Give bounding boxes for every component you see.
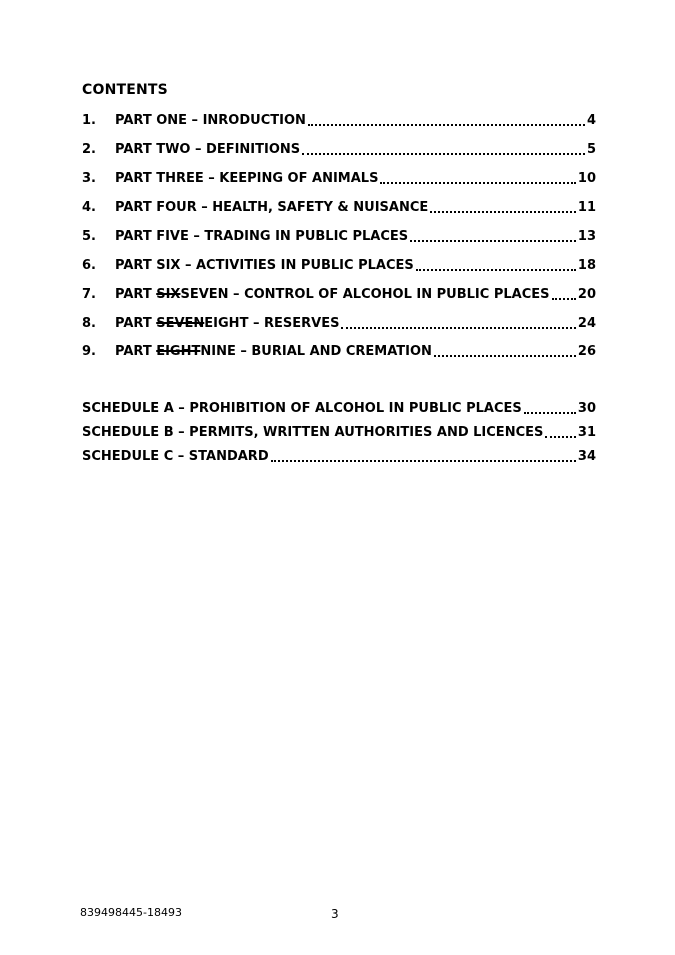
toc-number: 6. <box>82 258 96 273</box>
document-code: 839498445-18493 <box>80 906 182 919</box>
page-number: 3 <box>331 907 339 921</box>
toc-title: SCHEDULE B – PERMITS, WRITTEN AUTHORITIES AND LICENCES <box>82 425 544 440</box>
toc-page-number: 13 <box>577 229 596 244</box>
toc-page-number: 10 <box>577 171 596 186</box>
toc-title: PART EIGHTNINE – BURIAL AND CREMATION <box>115 344 432 359</box>
toc-entry-part-eight[interactable] <box>82 315 596 333</box>
dot-leader <box>434 355 576 357</box>
toc-page-number: 26 <box>577 344 596 359</box>
dot-leader <box>430 211 576 213</box>
struck-text: SIX <box>156 287 181 302</box>
toc-number: 1. <box>82 113 96 128</box>
toc-title: PART THREE – KEEPING OF ANIMALS <box>115 171 379 186</box>
toc-entry-part-one[interactable] <box>82 112 596 130</box>
toc-entry-part-nine[interactable] <box>82 343 596 361</box>
toc-entry-part-four[interactable] <box>82 199 596 217</box>
toc-entry-schedule-a[interactable] <box>82 400 596 418</box>
toc-page-number: 11 <box>577 200 596 215</box>
toc-number: 3. <box>82 171 96 186</box>
toc-entry-schedule-b[interactable] <box>82 424 596 442</box>
toc-page-number: 31 <box>577 425 596 440</box>
toc-entry-part-five[interactable] <box>82 228 596 246</box>
toc-title: PART TWO – DEFINITIONS <box>115 142 301 157</box>
toc-number: 5. <box>82 229 96 244</box>
toc-title: PART ONE – INRODUCTION <box>115 113 306 128</box>
contents-heading: CONTENTS <box>82 82 168 98</box>
dot-leader <box>552 298 576 300</box>
toc-page-number: 4 <box>586 113 596 128</box>
toc-entry-part-seven[interactable] <box>82 286 596 304</box>
toc-entry-schedule-c[interactable] <box>82 448 596 466</box>
dot-leader <box>380 182 575 184</box>
toc-number: 8. <box>82 316 96 331</box>
toc-title: PART FOUR – HEALTH, SAFETY & NUISANCE <box>115 200 429 215</box>
dot-leader <box>308 124 585 126</box>
toc-entry-part-two[interactable] <box>82 141 596 159</box>
dot-leader <box>271 460 576 462</box>
toc-page-number: 20 <box>577 287 596 302</box>
toc-number: 2. <box>82 142 96 157</box>
toc-title: SCHEDULE C – STANDARD <box>82 449 269 464</box>
toc-page-number: 24 <box>577 316 596 331</box>
dot-leader <box>302 153 585 155</box>
dot-leader <box>545 436 576 438</box>
dot-leader <box>524 412 576 414</box>
toc-number: 7. <box>82 287 96 302</box>
toc-page-number: 18 <box>577 258 596 273</box>
toc-page-number: 5 <box>586 142 596 157</box>
dot-leader <box>410 240 576 242</box>
toc-title: PART SIX – ACTIVITIES IN PUBLIC PLACES <box>115 258 414 273</box>
struck-text: EIGHT <box>156 344 201 359</box>
toc-entry-part-six[interactable] <box>82 257 596 275</box>
toc-number: 9. <box>82 344 96 359</box>
toc-page-number: 34 <box>577 449 596 464</box>
toc-title: SCHEDULE A – PROHIBITION OF ALCOHOL IN PUBLIC PLACES <box>82 401 522 416</box>
toc-title: PART SEVENEIGHT – RESERVES <box>115 316 340 331</box>
toc-page-number: 30 <box>577 401 596 416</box>
toc-entry-part-three[interactable] <box>82 170 596 188</box>
toc-number: 4. <box>82 200 96 215</box>
toc-title: PART FIVE – TRADING IN PUBLIC PLACES <box>115 229 409 244</box>
toc-title: PART SIXSEVEN – CONTROL OF ALCOHOL IN PUBLIC PLACES <box>115 287 550 302</box>
struck-text: SEVEN <box>156 316 205 331</box>
dot-leader <box>416 269 576 271</box>
dot-leader <box>341 327 575 329</box>
